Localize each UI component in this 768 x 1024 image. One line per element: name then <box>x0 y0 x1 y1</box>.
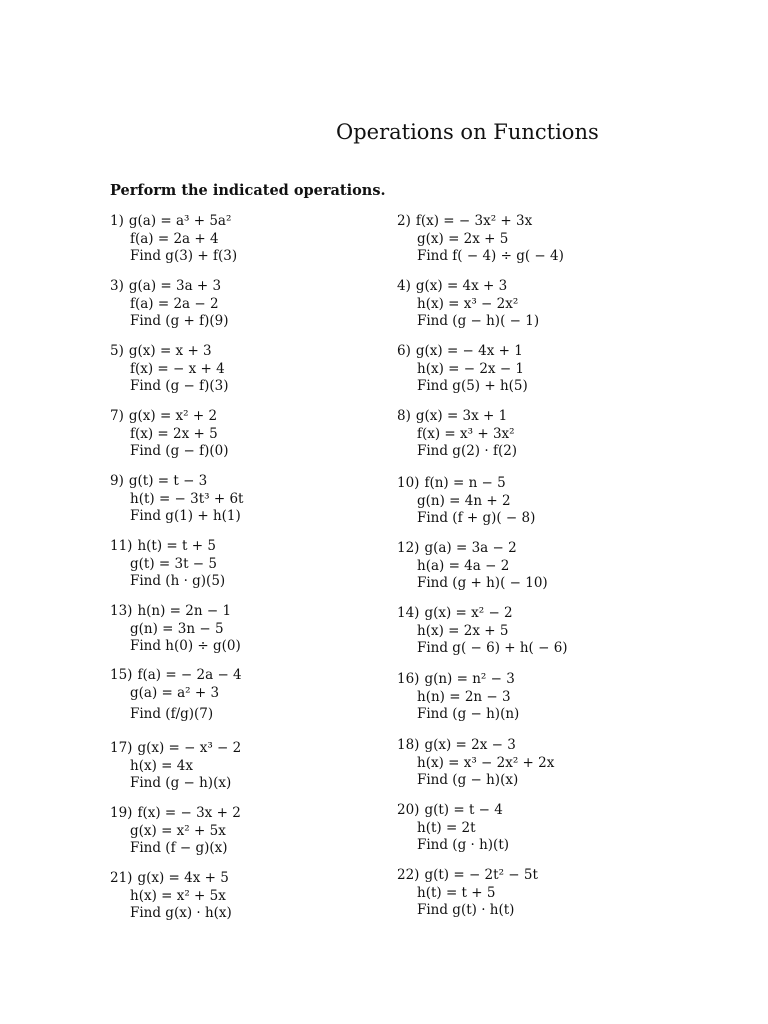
problem-line-1: g(t) = − 2t² − 5t <box>424 867 538 883</box>
problem-18 <box>397 737 697 790</box>
problem-10 <box>397 475 697 528</box>
problem-line-2: h(t) = 2t <box>417 819 476 836</box>
problem-find: Find g(t) · h(t) <box>417 902 515 918</box>
problem-line-1: g(a) = 3a + 3 <box>128 278 222 294</box>
problem-number: 15) <box>110 667 133 683</box>
problem-1 <box>110 213 410 266</box>
problem-number: 2) <box>397 213 411 229</box>
problem-number: 20) <box>397 802 420 818</box>
problem-number: 21) <box>110 870 133 886</box>
problem-number: 1) <box>110 213 124 229</box>
problem-line-2: h(x) = x³ − 2x² + 2x <box>417 754 555 771</box>
problem-line-1: g(a) = 3a − 2 <box>424 540 517 556</box>
problem-line-1: g(x) = 2x − 3 <box>424 737 516 753</box>
problem-line-2: h(x) = − 2x − 1 <box>417 360 525 377</box>
problem-number: 11) <box>110 538 133 554</box>
problem-line-1: g(t) = t − 3 <box>128 473 208 489</box>
problem-line-2: g(a) = a² + 3 <box>130 684 220 701</box>
problem-find: Find (g + h)( − 10) <box>417 575 548 591</box>
problem-find: Find (g · h)(t) <box>417 837 510 853</box>
problem-3 <box>110 278 410 331</box>
problem-line-1: g(x) = − 4x + 1 <box>415 343 523 359</box>
problem-line-2: h(x) = 4x <box>130 757 193 774</box>
problem-number: 7) <box>110 408 124 424</box>
problem-13 <box>110 603 410 656</box>
problem-line-2: h(x) = x² + 5x <box>130 887 226 904</box>
problem-line-1: g(x) = − x³ − 2 <box>137 740 242 756</box>
problem-find: Find (g − f)(3) <box>130 378 229 394</box>
problem-22 <box>397 867 697 920</box>
problem-find: Find (g − h)(x) <box>130 775 232 791</box>
problem-line-2: g(x) = 2x + 5 <box>417 230 509 247</box>
problem-line-1: g(x) = x² − 2 <box>424 605 513 621</box>
problem-line-2: g(t) = 3t − 5 <box>130 555 217 572</box>
problem-find: Find (f/g)(7) <box>130 706 214 722</box>
page-title: Operations on Functions <box>336 120 599 144</box>
problem-find: Find (h · g)(5) <box>130 573 226 589</box>
problem-line-2: f(a) = 2a − 2 <box>130 295 219 312</box>
problem-find: Find (g − h)(n) <box>417 706 520 722</box>
problem-line-1: g(t) = t − 4 <box>424 802 503 818</box>
problem-14 <box>397 605 697 658</box>
problem-number: 5) <box>110 343 124 359</box>
problem-16 <box>397 671 697 724</box>
instructions: Perform the indicated operations. <box>110 182 386 199</box>
problem-19 <box>110 805 410 858</box>
problem-number: 19) <box>110 805 133 821</box>
problem-number: 16) <box>397 671 420 687</box>
problem-4 <box>397 278 697 331</box>
problem-number: 17) <box>110 740 133 756</box>
problem-17 <box>110 740 410 793</box>
problem-line-2: h(x) = 2x + 5 <box>417 622 509 639</box>
problem-line-1: f(x) = − 3x² + 3x <box>415 213 533 229</box>
problem-number: 13) <box>110 603 133 619</box>
problem-find: Find (f − g)(x) <box>130 840 228 856</box>
problem-12 <box>397 540 697 593</box>
problem-line-1: f(a) = − 2a − 4 <box>137 667 242 683</box>
problem-find: Find g( − 6) + h( − 6) <box>417 640 568 656</box>
problem-line-1: g(a) = a³ + 5a² <box>128 213 232 229</box>
problem-line-1: h(t) = t + 5 <box>137 538 216 554</box>
problem-line-1: g(x) = x + 3 <box>128 343 212 359</box>
problem-line-1: g(x) = 4x + 3 <box>415 278 508 294</box>
problem-6 <box>397 343 697 396</box>
problem-find: Find f( − 4) ÷ g( − 4) <box>417 248 564 264</box>
problem-line-2: f(x) = − x + 4 <box>130 360 225 377</box>
problem-find: Find (g − h)( − 1) <box>417 313 540 329</box>
problem-find: Find g(3) + f(3) <box>130 248 238 264</box>
problem-line-1: g(x) = 3x + 1 <box>415 408 508 424</box>
problem-line-1: g(n) = n² − 3 <box>424 671 515 687</box>
problem-number: 3) <box>110 278 124 294</box>
problem-line-2: f(a) = 2a + 4 <box>130 230 219 247</box>
problem-number: 6) <box>397 343 411 359</box>
problem-line-1: g(x) = 4x + 5 <box>137 870 229 886</box>
problem-find: Find g(5) + h(5) <box>417 378 528 394</box>
problem-number: 22) <box>397 867 420 883</box>
problem-find: Find (g + f)(9) <box>130 313 229 329</box>
problem-find: Find (g − h)(x) <box>417 772 519 788</box>
problem-line-2: g(n) = 4n + 2 <box>417 492 511 509</box>
problem-5 <box>110 343 410 396</box>
problem-line-1: f(n) = n − 5 <box>424 475 506 491</box>
problem-line-1: g(x) = x² + 2 <box>128 408 218 424</box>
problem-find: Find g(2) · f(2) <box>417 443 518 459</box>
problem-9 <box>110 473 410 526</box>
problem-find: Find g(1) + h(1) <box>130 508 241 524</box>
problem-find: Find (f + g)( − 8) <box>417 510 536 526</box>
problem-line-2: f(x) = 2x + 5 <box>130 425 218 442</box>
problem-7 <box>110 408 410 461</box>
problem-21 <box>110 870 410 923</box>
problem-number: 10) <box>397 475 420 491</box>
problem-11 <box>110 538 410 591</box>
problem-line-2: h(a) = 4a − 2 <box>417 557 510 574</box>
problem-line-2: g(n) = 3n − 5 <box>130 620 224 637</box>
problem-number: 18) <box>397 737 420 753</box>
problem-number: 14) <box>397 605 420 621</box>
problem-line-2: h(t) = − 3t³ + 6t <box>130 490 244 507</box>
problem-line-2: h(x) = x³ − 2x² <box>417 295 519 312</box>
problem-number: 8) <box>397 408 411 424</box>
problem-line-1: f(x) = − 3x + 2 <box>137 805 241 821</box>
problem-line-2: f(x) = x³ + 3x² <box>417 425 515 442</box>
problem-find: Find h(0) ÷ g(0) <box>130 638 241 654</box>
problem-15 <box>110 667 410 724</box>
problem-find: Find g(x) · h(x) <box>130 905 232 921</box>
problem-line-1: h(n) = 2n − 1 <box>137 603 232 619</box>
problem-line-2: h(t) = t + 5 <box>417 884 496 901</box>
problem-2 <box>397 213 697 266</box>
problem-number: 9) <box>110 473 124 489</box>
problem-8 <box>397 408 697 461</box>
problem-number: 4) <box>397 278 411 294</box>
problem-line-2: g(x) = x² + 5x <box>130 822 226 839</box>
problem-find: Find (g − f)(0) <box>130 443 229 459</box>
problem-line-2: h(n) = 2n − 3 <box>417 688 511 705</box>
problem-20 <box>397 802 697 855</box>
problem-number: 12) <box>397 540 420 556</box>
